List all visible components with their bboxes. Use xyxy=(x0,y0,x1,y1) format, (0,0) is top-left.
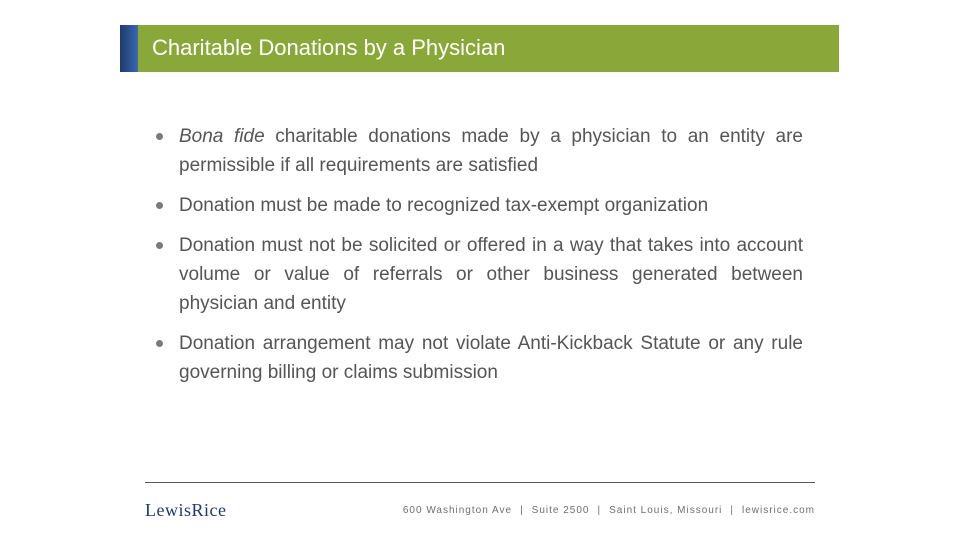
footer-city: Saint Louis, Missouri xyxy=(609,505,723,516)
bullet-text: Donation must be made to recognized tax-exempt organization xyxy=(179,195,709,216)
footer-website: lewisrice.com xyxy=(741,505,815,516)
bullet-text xyxy=(179,126,803,176)
bullet-italic-lead: Bona fide xyxy=(179,126,265,147)
bullet-dot-icon xyxy=(156,202,163,209)
title-bar xyxy=(120,25,839,72)
footer-separator: | xyxy=(730,505,734,516)
bullet-item xyxy=(155,329,803,387)
bullet-item xyxy=(155,122,803,180)
bullet-text: Donation arrangement may not violate Anti-Kickback Statute or any rule governing billing or claims submission xyxy=(179,333,803,383)
logo-text: LewisRice xyxy=(145,500,227,520)
footer-address xyxy=(403,502,815,520)
slide-title: Charitable Donations by a Physician xyxy=(152,35,506,60)
bullet-body: charitable donations made by a physician to an entity are permissible if all requirements are satisfied xyxy=(179,126,804,176)
footer-street: 600 Washington Ave xyxy=(402,505,513,516)
bullet-item xyxy=(155,231,803,318)
bullet-dot-icon xyxy=(156,340,163,347)
bullet-list xyxy=(155,122,803,398)
title-accent-stripe xyxy=(120,25,138,72)
footer-suite: Suite 2500 xyxy=(531,505,590,516)
lewisrice-logo xyxy=(145,497,226,523)
footer-separator: | xyxy=(520,505,524,516)
footer-divider xyxy=(145,482,815,483)
bullet-text: Donation must not be solicited or offered in a way that takes into account volume or value of referrals or other business generated between physician and entity xyxy=(179,235,803,314)
bullet-item xyxy=(155,191,803,220)
footer-separator: | xyxy=(597,505,602,516)
bullet-dot-icon xyxy=(156,242,163,249)
bullet-dot-icon xyxy=(156,133,163,140)
